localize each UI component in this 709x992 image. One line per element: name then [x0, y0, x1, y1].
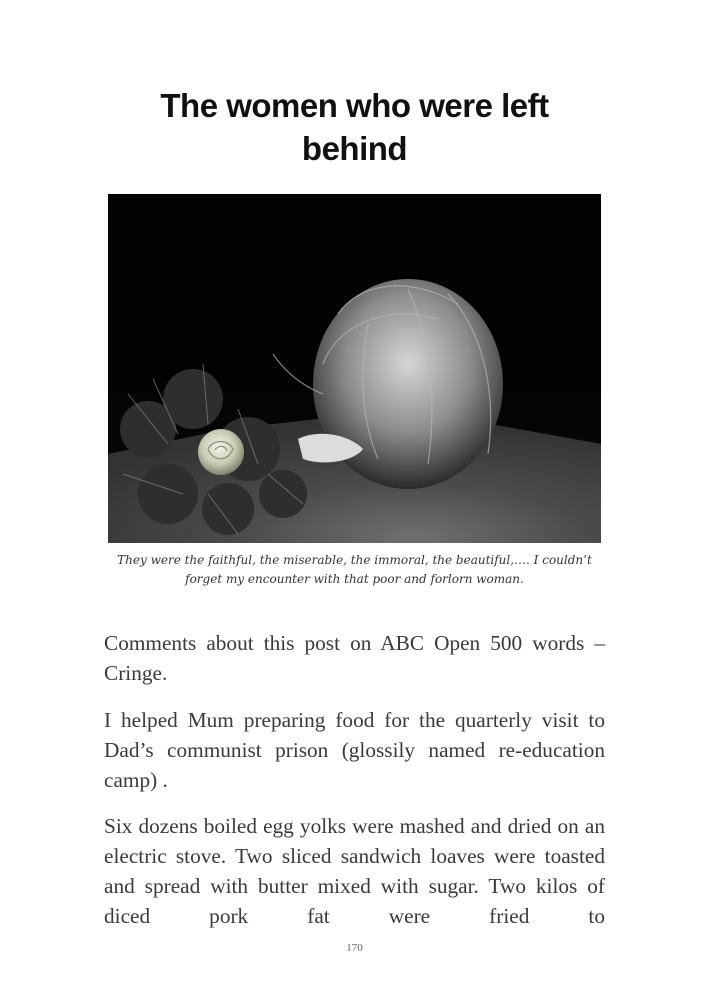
page-number: 170 — [346, 942, 363, 954]
grieving-woman-photo — [108, 194, 601, 543]
paragraph-1: Comments about this post on ABC Open 500 words – Cringe. — [104, 631, 605, 685]
page-title: The women who were left behind — [160, 87, 549, 167]
photo-caption: They were the faithful, the miserable, the immoral, the beautiful,…. I couldn’t forget my encounter with that poor and forlorn woman. — [117, 553, 592, 586]
paragraph-2: I helped Mum preparing food for the quarterly visit to Dad’s communist prison (glossily named re-education camp) . — [104, 708, 605, 792]
paragraph-3: Six dozens boiled egg yolks were mashed and dried on an electric stove. Two sliced sandwich loaves were toasted and spread with butter mixed with sugar. Two kilos of diced pork fat were fried to — [104, 814, 605, 928]
